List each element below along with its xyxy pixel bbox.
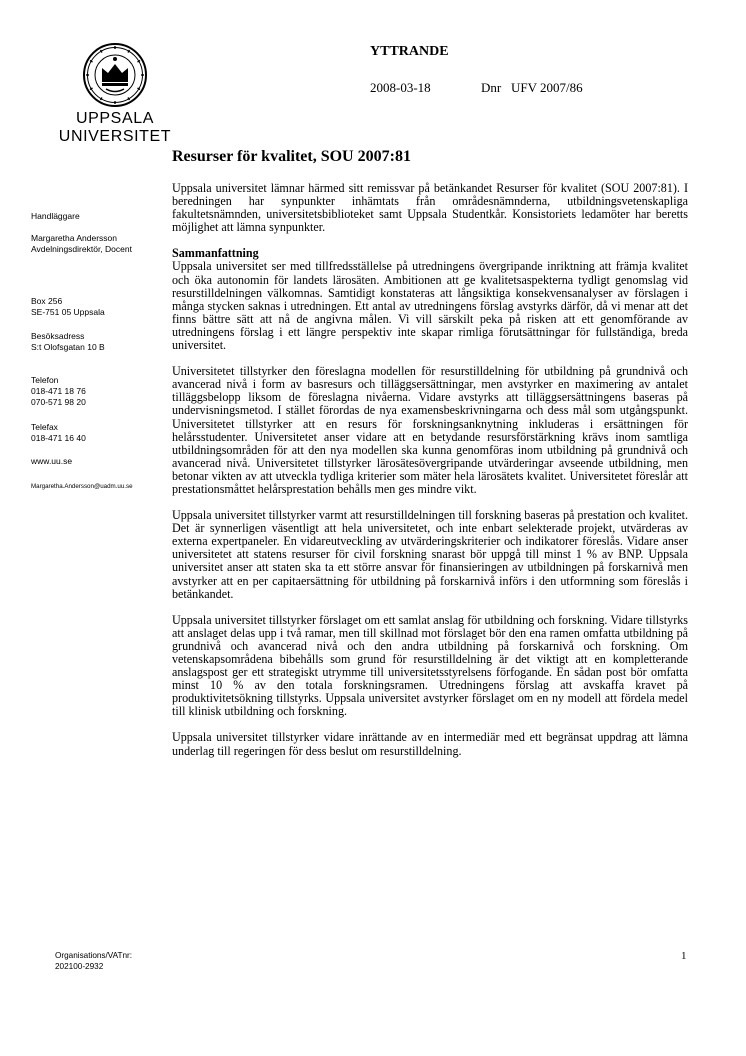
email-link[interactable]: Margaretha.Andersson@uadm.uu.se [31,483,133,490]
phone-number-2: 070-571 98 20 [31,397,86,407]
university-wordmark [40,110,190,146]
uppsala-university-seal-icon [82,42,148,108]
fax-label: Telefax [31,422,58,432]
postal-address: SE-751 05 Uppsala [31,307,105,317]
paragraph-research-funding: Uppsala universitet tillstyrker varmt att resurstilldelningen till forskning baseras på prestation och kvalitet. Det är synnerligen väsentligt att hela universitetet, och inte enbart selekterade projekt, utvärderas av externa expertpaneler. En vidareutveckling av utvärderingskriterier och indikatorer föreslås. Vidare anser universitetet att statens resurser för civil forskning snarast bör uppgå till minst 1 % av BNP. Uppsala universitet anser att staten ska ta ett större ansvar för finansieringen av utbildningen på forskarnivå men avstyrker att en per capitaersättning för utbildning på forskarnivå införs i den utformning som föreslås i betänkandet. [172,508,688,601]
handler-name: Margaretha Andersson [31,233,117,243]
visit-address-label: Besöksadress [31,331,85,341]
visit-address: S:t Olofsgatan 10 B [31,342,105,352]
document-reference-number: Dnr UFV 2007/86 [481,80,583,95]
document-type: YTTRANDE [370,44,449,59]
summary-section [172,247,688,352]
page-title: Resurser för kvalitet, SOU 2007:81 [172,148,411,165]
intro-paragraph: Uppsala universitet lämnar härmed sitt remissvar på betänkandet Resurser för kvalitet (SOU 2007:81). I beredningen har synpunkter inhämtats från områdesnämnderna, utbildningsvetenskapliga fakultetsnämnden, universitetsbiblioteket samt Uppsala Studentkår. Konsistoriets ledamöter har beretts möjlighet att lämna synpunkter. [172,181,688,235]
organisation-number: 202100-2932 [55,962,104,971]
paragraph-intermediary: Uppsala universitet tillstyrker vidare inrättande av en intermediär med ett begränsat uppdrag att lämna underlag till regeringen för dess beslut om resurstilldelning. [172,730,688,758]
handler-label: Handläggare [31,211,80,221]
website-link[interactable]: www.uu.se [31,456,73,466]
phone-number-1: 018-471 18 76 [31,386,86,396]
organisation-number-label: Organisations/VATnr: [55,951,133,960]
fax-number: 018-471 16 40 [31,433,86,443]
paragraph-combined-grant: Uppsala universitet tillstyrker förslaget om ett samlat anslag för utbildning och forskning. Vidare tillstyrks att anslaget delas upp i två ramar, men till skillnad mot förslaget bör den ena ramen omfatta utbildning på grundnivå och avancerad nivå och den andra utbildning på forskarnivå och forskning. Om vetenskapsområdena bibehålls som grund för resurstilldelning är det viktigt att en kompletterande anslagspost ger ett strategiskt utrymme till universitetsstyrelsens förfogande. En sådan post bör omfatta minst 10 % av den totala forskningsramen. Utredningens förslag att avskaffa kravet på produktivitetsökning tillstyrks. Uppsala universitet avstyrker förslaget om en ny modell att fördela medel till klinisk utbildning och forskning. [172,612,688,719]
university-wordmark-line1: UPPSALA [75,110,154,127]
postal-box: Box 256 [31,296,63,306]
summary-heading: Sammanfattning [172,246,259,261]
handler-role: Avdelningsdirektör, Docent [31,244,132,254]
paragraph-education-model: Universitetet tillstyrker den föreslagna modellen för resurstilldelning för utbildning på grundnivå och avancerad nivå i form av basresurs och tilläggsersättningar, men avstyrker en maximering av antalet tilläggsbelopp liksom de föreslagna nivåerna. Vidare avstyrks att tilläggsersättningens baseras på undervisningsmetod. I stället förordas de nya examensbeskrivningarna och dess mål som utgångspunkt. Universitetet tillstyrker att en resurs för forskningsanknytning inkluderas i ersättningen för helårsstudenter. Universitetet anser vidare att en betydande resursförstärkning krävs inom samtliga utbildningsområden för att den nya modellen ska kunna genomföras inom utbildning på grundnivå och avancerad nivå. Universitetet tillstyrker lärosätesövergripande utvärderingar avseende utbildning, men betonar vikten av att utveckla tydliga kriterier som mäter hela lärosätets kvalitet. Universitetet föreslår att prestationsmåttet helårsprestation behålls men ges mindre vikt. [172,364,688,496]
document-date: 2008-03-18 [370,80,431,95]
university-wordmark-line2: UNIVERSITET [58,128,172,145]
page-number: 1 [681,950,687,962]
summary-paragraph: Uppsala universitet ser med tillfredsställelse på utredningens övergripande inriktning att främja kvalitet och öka autonomin för landets lärosäten. Ambitionen att ge kvalitetsaspekterna tydligt genomslag vid resurstilldelningen välkomnas. Samtidigt konstateras att långsiktiga konsekvensanalyser av förslagen i många stycken saknas i utredningen. Ett antal av utredningens förslag avstyrks därför, då vi menar att det finns bättre sätt att nå de angivna målen. Vi vill särskilt peka på risken att ett genomförande av utredningens förslag i ett längre perspektiv inte skapar rimliga förutsättningar för fullständiga, breda universitet. [172,259,688,353]
phone-label: Telefon [31,375,59,385]
organisation-number-block [55,950,132,972]
letter-body [172,182,688,771]
